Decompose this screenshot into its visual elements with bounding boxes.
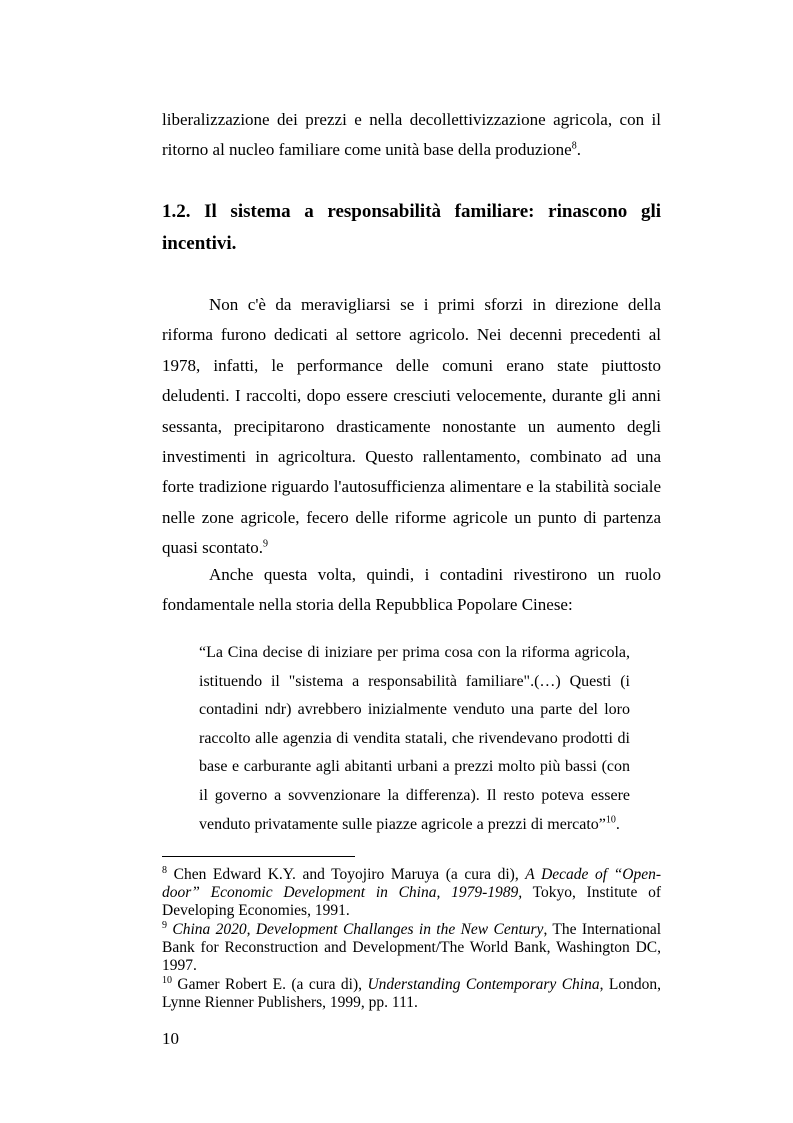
page-number: 10 — [162, 1029, 179, 1048]
body-paragraph-1 — [162, 290, 661, 564]
footnote-8-title: A Decade of “Open-door” Economic Development in China, 1979-1989, — [162, 866, 662, 902]
footnote-8: $^8$ Chen Edward K.Y. and Toyojiro Maruya (a cura di), A Decade of “Open-door” Economic Development in China, 1979-1989, Tokyo, Institute of Developing Economies, 1991. — [162, 864, 662, 920]
continuation-paragraph: liberalizzazione dei prezzi e nella decollettivizzazione agricola, con il ritorno al nucleo familiare come unità base della produzione$^8$. — [162, 110, 661, 160]
footnote-9: $^9$ China 2020, Development Challanges in the New Century, The International Bank for Reconstruction and Development/The World Bank, Washington DC, 1997. — [162, 919, 662, 975]
footnote-ref-10: 10 — [605, 814, 616, 826]
footnote-ref-9: 9 — [263, 538, 269, 550]
footnote-ref-8: 8 — [571, 140, 577, 152]
continuation-text: liberalizzazione dei prezzi e nella decollettivizzazione agricola, con il ritorno al nucleo familiare come unità base della produzione — [162, 110, 661, 160]
section-heading — [162, 196, 661, 260]
block-quote: “La Cina decise di iniziare per prima cosa con la riforma agricola, istituendo il "sistema a responsabilità familiare".(…) Questi (i contadini ndr) avrebbero inizialmente venduto una parte del loro raccolto alle agenzia di vendita statali, che rivendevano prodotti di base e carburante agli abitanti urbani a prezzi molto più bassi (con il governo a sovvenzionare la differenza). Il resto poteva essere venduto privatamente sulle piazze agricole a prezzi di mercato”$^{10}$. — [199, 644, 630, 833]
paragraph-1-text: Non c'è da meravigliarsi se i primi sforzi in direzione della riforma furono dedicati al settore agricolo. Nei decenni precedenti al 1978, infatti, le performance delle comuni erano state piuttosto deludenti. I raccolti, dopo essere cresciuti velocemente, durante gli anni sessanta, precipitarono drasticamente nonostante un aumento degli investimenti in agricoltura. Questo rallentamento, combinato ad una forte tradizione riguardo l'autosufficienza alimentare e la stabilità sociale nelle zone agricole, fecero delle riforme agricole un punto di partenza quasi scontato. — [162, 295, 661, 558]
footnote-separator — [162, 856, 355, 857]
paragraph-2-text: Anche questa volta, quindi, i contadini rivestirono un ruolo fondamentale nella storia della Repubblica Popolare Cinese: — [162, 565, 661, 615]
footnote-10: $^{10}$ Gamer Robert E. (a cura di), Understanding Contemporary China, London, Lynne Rienner Publishers, 1999, pp. 111. — [162, 974, 661, 1012]
footnote-9-title: China 2020, Development Challanges in the New Century — [172, 921, 544, 938]
footnote-10-title: Understanding Contemporary China — [367, 976, 600, 993]
section-heading-text: 1.2. Il sistema a responsabilità familiare: rinascono gli incentivi. — [162, 201, 661, 254]
body-paragraph-2 — [162, 560, 661, 621]
quote-text: “La Cina decise di iniziare per prima cosa con la riforma agricola, istituendo il "sistema a responsabilità familiare".(…) Questi (i contadini ndr) avrebbero inizialmente venduto una parte del loro raccolto alle agenzia di vendita statali, che rivendevano prodotti di base e carburante agli abitanti urbani a prezzi molto più bassi (con il governo a sovvenzionare la differenza). Il resto poteva essere venduto privatamente sulle piazze agricole a prezzi di mercato” — [199, 644, 630, 833]
